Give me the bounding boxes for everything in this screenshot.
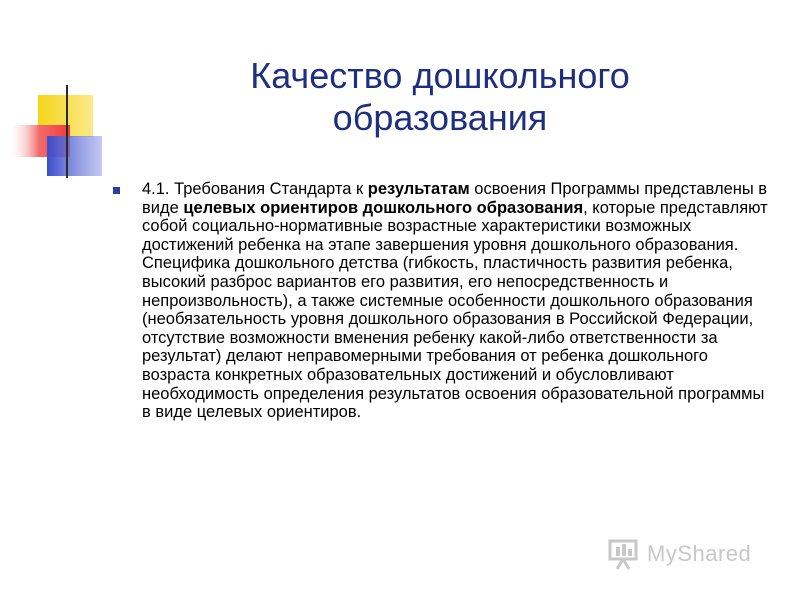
title-line-2: образования xyxy=(332,97,548,138)
watermark-brand: MyShared xyxy=(647,541,752,566)
title-line-1: Качество дошкольного xyxy=(250,55,630,96)
watermark-logo xyxy=(607,537,767,571)
bold-segment-targets: целевых ориентиров дошкольного образования xyxy=(183,198,584,217)
text-segment: , которые представляют собой социально-нормативные возрастные характеристики возможных достижений ребенка на этапе завершения уровня дошкольного образования. Специфика дошкольного детства (гибкость, пластичность развития ребенка, высокий разброс вариантов его развития, его непосредственность и непроизвольность), а также системные особенности дошкольного образования (необязательность уровня дошкольного образования в Российской Федерации, отсутствие возможности вменения ребенку какой-либо ответственности за результат) делают неправомерными требования от ребенка дошкольного возраста конкретных образовательных достижений и обусловливают необходимость определения результатов освоения образовательной программы в виде целевых ориентиров. xyxy=(142,198,768,422)
slide-title xyxy=(170,55,710,139)
presentation-board-icon xyxy=(607,537,641,571)
bullet-paragraph xyxy=(142,180,777,422)
text-segment: освоения Программы представлены в виде xyxy=(142,180,768,217)
bullet-icon xyxy=(113,187,120,194)
bold-segment-results: результатам xyxy=(367,180,470,198)
text-segment: 4.1. Требования Стандарта к xyxy=(142,180,368,198)
